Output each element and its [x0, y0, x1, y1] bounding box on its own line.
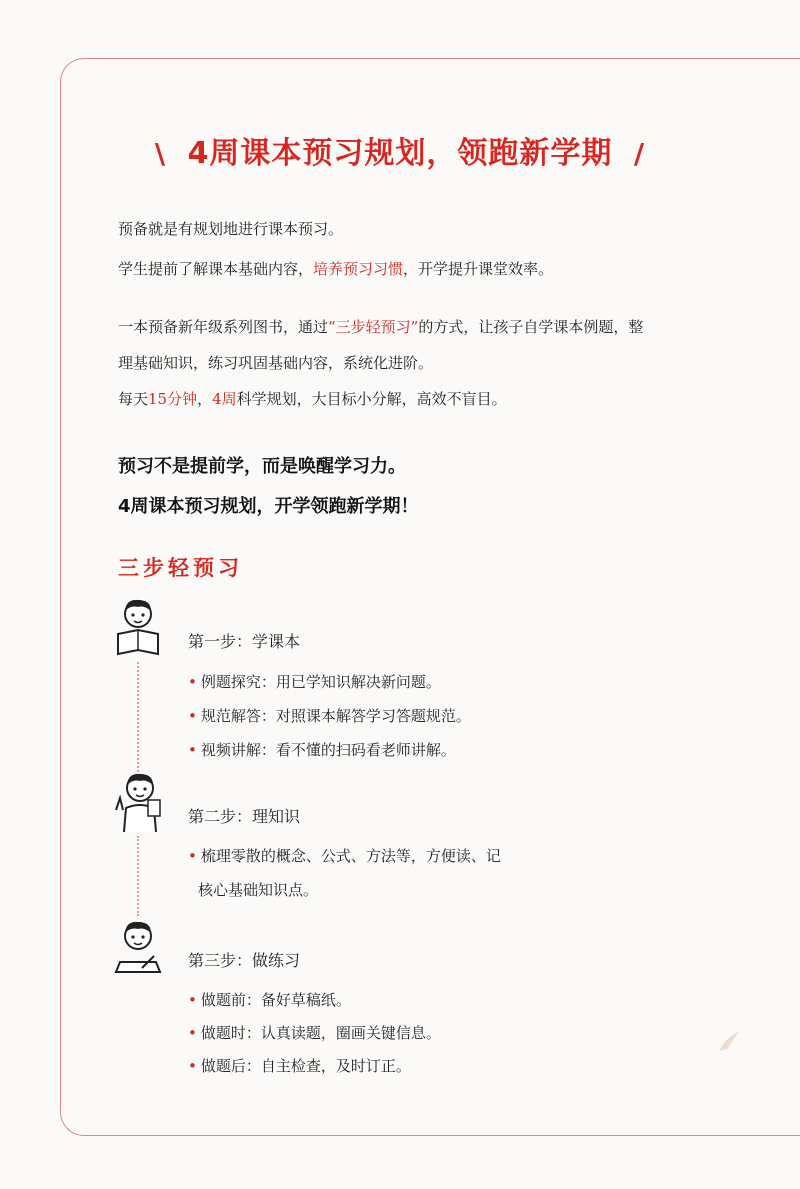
bullet-text: 做题后：自主检查，及时订正。: [200, 1057, 411, 1075]
title-slash-right-icon: /: [633, 137, 646, 170]
page-title-text: 4周课本预习规划，领跑新学期: [187, 136, 613, 171]
step-1-bullet-3: [188, 739, 456, 760]
bullet-text: 规范解答：对照课本解答学习答题规范。: [200, 707, 471, 725]
page-title: [0, 128, 800, 172]
slogan-line-1: 预习不是提前学，而是唤醒学习力。: [118, 456, 406, 477]
intro-line-2-suffix: ，开学提升课堂效率。: [403, 260, 554, 278]
paper-stain-icon: [715, 1025, 745, 1055]
bullet-text: 做题时：认真读题，圈画关键信息。: [200, 1024, 441, 1042]
desc-line-1-prefix: 一本预备新年级系列图书，通过: [118, 318, 329, 336]
bullet-dot-icon: •: [188, 673, 197, 691]
step-3-title: 第三步：做练习: [188, 951, 301, 970]
bullet-text: 做题前：备好草稿纸。: [200, 991, 351, 1009]
student-reading-icon: [110, 596, 166, 660]
desc-line-3-e: 科学规划，大目标小分解，高效不盲目。: [236, 390, 507, 408]
bullet-text: 视频讲解：看不懂的扫码看老师讲解。: [200, 741, 456, 759]
bullet-dot-icon: •: [188, 991, 197, 1009]
step-1-bullet-2: [188, 705, 471, 726]
student-writing-icon: [110, 916, 166, 980]
bullet-dot-icon: •: [188, 707, 197, 725]
bullet-dot-icon: •: [188, 1024, 197, 1042]
bullet-text: 例题探究：用已学知识解决新问题。: [200, 673, 441, 691]
slogan-line-2: 4周课本预习规划，开学领跑新学期！: [118, 496, 419, 517]
desc-highlight: “三步轻预习”: [328, 318, 419, 336]
title-slash-left-icon: \: [154, 137, 167, 170]
section-heading: 三步轻预习: [118, 556, 243, 580]
desc-highlight-minutes: 15分钟: [148, 390, 198, 408]
student-thinking-icon: [110, 770, 166, 834]
intro-highlight: 培养预习习惯: [313, 260, 404, 278]
step-3-bullet-2: [188, 1022, 441, 1043]
desc-line-3-c: ，: [197, 390, 213, 408]
intro-line-2-prefix: 学生提前了解课本基础内容，: [118, 260, 314, 278]
desc-line-1-suffix: 的方式，让孩子自学课本例题，整: [418, 318, 644, 336]
step-3-bullet-3: [188, 1055, 411, 1076]
description-line-1: [118, 316, 643, 337]
step-2-bullet-1: [188, 845, 501, 866]
bullet-dot-icon: •: [188, 847, 197, 865]
desc-highlight-weeks: 4周: [212, 390, 237, 408]
step-1-title: 第一步：学课本: [188, 632, 301, 651]
bullet-text: 梳理零散的概念、公式、方法等，方便读、记: [200, 847, 501, 865]
step-3-bullet-1: [188, 989, 351, 1010]
desc-line-3-a: 每天: [118, 390, 149, 408]
bullet-dot-icon: •: [188, 741, 197, 759]
step-connector-2: [137, 836, 139, 916]
step-1-bullet-1: [188, 671, 441, 692]
bullet-dot-icon: •: [188, 1057, 197, 1075]
step-2-title: 第二步：理知识: [188, 807, 301, 826]
intro-line-1: 预备就是有规划地进行课本预习。: [118, 220, 344, 238]
step-2-bullet-1-continued: 核心基础知识点。: [198, 881, 319, 899]
description-line-2: 理基础知识，练习巩固基础内容，系统化进阶。: [118, 354, 434, 372]
intro-line-2: [118, 258, 553, 279]
step-connector-1: [137, 662, 139, 772]
description-line-3: [118, 388, 507, 409]
